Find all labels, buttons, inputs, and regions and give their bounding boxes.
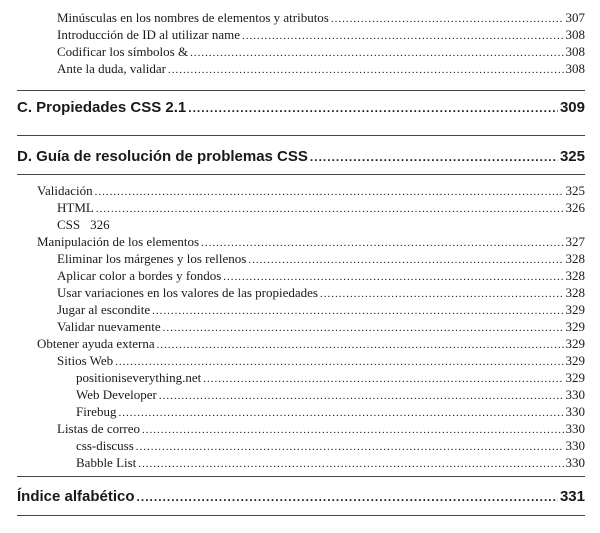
section-divider [17, 515, 585, 516]
toc-entry-label: Manipulación de los elementos [37, 234, 200, 249]
toc-entry-label: css-discuss [76, 438, 134, 453]
toc-entry-label: Ante la duda, validar [57, 61, 167, 76]
toc-entry-page: 327 [565, 234, 585, 249]
toc-entry[interactable] [57, 352, 585, 369]
toc-entry-label: Eliminar los márgenes y los rellenos [57, 251, 247, 266]
toc-entry-label: Sitios Web [57, 353, 114, 368]
toc-entry-page: 330 [565, 438, 585, 453]
toc-entry-page: 328 [565, 285, 585, 300]
toc-entry[interactable] [76, 454, 585, 471]
toc-entry-page: 329 [565, 336, 585, 351]
toc-entry[interactable] [76, 386, 585, 403]
toc-entry[interactable] [57, 301, 585, 318]
toc-entry-page: 329 [565, 319, 585, 334]
chapter-page: 325 [559, 148, 585, 165]
toc-entry-page: 330 [565, 404, 585, 419]
toc-entry[interactable] [57, 250, 585, 267]
toc-entry[interactable] [57, 60, 585, 77]
toc-entry[interactable] [57, 43, 585, 60]
toc-entry-label: Obtener ayuda externa [37, 336, 155, 351]
toc-entry-label: Aplicar color a bordes y fondos [57, 268, 222, 283]
toc-entry-label: Jugar al escondite [57, 302, 151, 317]
toc-entry-page: 326 [565, 200, 585, 215]
chapter-page: 331 [559, 488, 585, 505]
toc-entry-label: CSS [57, 217, 81, 232]
toc-entry[interactable] [37, 233, 585, 250]
toc-entry-label: Usar variaciones en los valores de las propiedades [57, 285, 318, 300]
toc-entry[interactable] [57, 420, 585, 437]
chapter-title: C. Propiedades CSS 2.1 [17, 99, 187, 116]
chapter-d-heading[interactable] [17, 147, 585, 167]
leader-dots [138, 456, 563, 473]
section-divider [17, 174, 585, 175]
toc-entry-label: Babble List [76, 455, 137, 470]
toc-entry-page: 329 [565, 370, 585, 385]
chapter-c-heading[interactable] [17, 98, 585, 118]
toc-entry-label: Web Developer [76, 387, 157, 402]
toc-entry-label: Listas de correo [57, 421, 141, 436]
section-divider [17, 476, 585, 477]
toc-entry-label: Minúsculas en los nombres de elementos y atributos [57, 10, 329, 25]
section-divider [17, 135, 585, 136]
toc-entry-page: 308 [565, 27, 585, 42]
toc-entry-page: 308 [565, 44, 585, 59]
toc-entry-label: Validar nuevamente [57, 319, 161, 334]
toc-entry-page: 328 [565, 251, 585, 266]
leader-dots [310, 147, 558, 167]
toc-entry[interactable] [57, 318, 585, 335]
toc-entry[interactable] [57, 216, 585, 233]
toc-entry[interactable] [76, 369, 585, 386]
toc-entry-page: 330 [565, 455, 585, 470]
toc-entry[interactable] [37, 182, 585, 199]
toc-entry-page: 326 [90, 217, 110, 232]
leader-dots [188, 98, 558, 118]
toc-entry[interactable] [57, 9, 585, 26]
leader-dots [137, 487, 558, 507]
chapter-title: D. Guía de resolución de problemas CSS [17, 148, 308, 165]
toc-entry-label: Firebug [76, 404, 117, 419]
toc-entry-page: 308 [565, 61, 585, 76]
toc-entry-page: 307 [565, 10, 585, 25]
leader-dots [168, 62, 563, 79]
toc-entry-page: 328 [565, 268, 585, 283]
toc-entry[interactable] [57, 267, 585, 284]
toc-entry-page: 329 [565, 302, 585, 317]
chapter-page: 309 [559, 99, 585, 116]
toc-entry[interactable] [76, 403, 585, 420]
section-divider [17, 90, 585, 91]
chapter-title: Índice alfabético [17, 488, 135, 505]
toc-entry-page: 330 [565, 387, 585, 402]
toc-entry-label: Codificar los símbolos & [57, 44, 189, 59]
toc-entry-page: 329 [565, 353, 585, 368]
toc-entry[interactable] [57, 26, 585, 43]
toc-entry-label: HTML [57, 200, 94, 215]
toc-entry[interactable] [57, 199, 585, 216]
toc-entry-page: 325 [565, 183, 585, 198]
toc-entry[interactable] [76, 437, 585, 454]
toc-entry[interactable] [37, 335, 585, 352]
index-heading[interactable] [17, 487, 585, 507]
toc-entry-label: Introducción de ID al utilizar name [57, 27, 241, 42]
toc-entry-label: Validación [37, 183, 93, 198]
toc-entry[interactable] [57, 284, 585, 301]
toc-entry-page: 330 [565, 421, 585, 436]
toc-entry-label: positioniseverything.net [76, 370, 202, 385]
